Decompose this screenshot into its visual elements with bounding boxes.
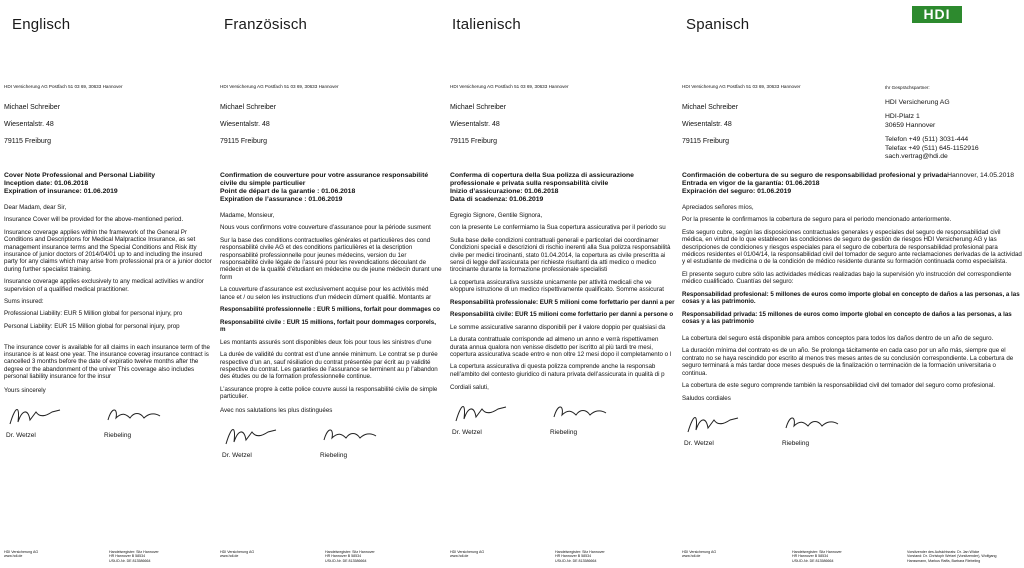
paragraph: Le somme assicurative saranno disponibili per il valore doppio per qualsiasi da <box>450 323 666 331</box>
signature-wetzel <box>6 400 66 430</box>
signer-wetzel: Dr. Wetzel <box>6 431 36 439</box>
header-french: Französisch <box>224 16 308 33</box>
letter-dates <box>450 188 676 204</box>
paragraph: Sur la base des conditions contractuelles générales et particulières des cond responsabilité civile AG et des conditions particulières et la description responsabilité professionnelle pour jeunes médecins, version du 1er responsabilité civile légale de l’assuré pour les revendications découlant de médecin et de la qualité d’étudiant en médecine ou de jeune médecin durant une form <box>220 236 442 281</box>
paragraph: El presente seguro cubre sólo las actividades médicas realizadas bajo la supervisión y/o instrucción del correspondiente médico cualificado. Cuantías del seguro: <box>682 270 1012 286</box>
paragraph: La cobertura de este seguro comprende también la responsabilidad civil del tomador del seguro como profesional. <box>682 382 995 390</box>
paragraph: La duración mínima del contrato es de un año. Se prolonga tácitamente en cada caso por un año más, siempre que el contrato no se haya rescindido por escrito al menos tres meses antes de su conclusión correspondiente. La cobertura de seguro terminará a más tardar doce meses después de la finalización o terminación de la formación universitaria o continua. <box>682 347 1014 377</box>
inception-date: Inception date: 01.06.2018 <box>4 180 89 187</box>
paragraph: Insurance coverage applies within the framework of the General Pr Conditions and Descriptions for Medical Malpractice Insurance, as set management insurance terms and the Special Conditions and Risk itty insurance of junior doctors of 2014/04/01 up to and including the insured party for any claims which may arise from professional pra or a junior doctor during further specialist training. <box>4 228 212 273</box>
footer-register: Handelsregister: Sitz Hannover HR Hannover B 58534 USt-ID-Nr. DE 813586664 <box>109 550 159 563</box>
expiration-date: Expiration de l’assurance : 01.06.2019 <box>220 196 343 203</box>
signatures <box>450 397 676 441</box>
inception-date: Inizio d’assicurazione: 01.06.2018 <box>450 188 559 195</box>
coverage-line: Responsabilidad privada: 15 millones de euros como importe global en concepto de daños a las personas, a las cosas y a las patrimonio <box>682 310 1012 326</box>
signature-riebeling <box>320 420 380 450</box>
signatures <box>220 420 442 464</box>
greeting: Madame, Monsieur, <box>220 212 275 219</box>
signature-wetzel <box>452 397 512 427</box>
header-english: Englisch <box>12 16 71 33</box>
signer-wetzel: Dr. Wetzel <box>222 451 252 459</box>
recipient-city: 79115 Freiburg <box>682 138 729 145</box>
recipient-city: 79115 Freiburg <box>450 138 497 145</box>
paragraph: Insurance coverage applies exclusively to any medical activities w and/or supervision of a qualified medical practitioner. <box>4 278 204 293</box>
paragraph: Sums insured: <box>4 298 44 306</box>
contact-phone: Telefon +49 (511) 3031-444 <box>885 136 969 143</box>
contact-label: Ihr Gesprächspartner: <box>885 85 930 90</box>
recipient-address <box>220 103 442 146</box>
letter-subject: Cover Note Professional and Personal Liability <box>4 172 156 179</box>
signature-riebeling <box>550 397 610 427</box>
contact-block <box>885 80 1020 180</box>
recipient-name: Michael Schreiber <box>682 104 739 111</box>
contact-company: HDI Versicherung AG <box>885 98 950 106</box>
coverage-line: Personal Liability: EUR 15 Million global for personal injury, prop <box>4 323 180 331</box>
letter-subject: Confirmación de cobertura de su seguro de responsabilidad profesional y privada <box>682 172 948 179</box>
expiration-date: Expiration of insurance: 01.06.2019 <box>4 188 118 195</box>
footer-company: HDI Versicherung AG www.hdi.de <box>4 550 39 559</box>
paragraph: La cobertura del seguro está disponible para ambos conceptos para todos los daños dentro de un año de seguro. <box>682 335 994 343</box>
header-italian: Italienisch <box>452 16 521 33</box>
closing: Cordiali saluti, <box>450 384 489 392</box>
signer-riebeling: Riebeling <box>550 429 578 437</box>
signatures <box>682 408 1022 452</box>
paragraph: Nous vous confirmons votre couverture d’assurance pour la période susment <box>220 224 431 232</box>
expiration-date: Data di scadenza: 01.06.2019 <box>450 196 544 203</box>
recipient-name: Michael Schreiber <box>4 104 61 111</box>
paragraph: La copertura assicurativa di questa polizza comprende anche la responsab nell’ambito del contesto giuridico di natura privata dell’assicurata in qualità di p <box>450 363 665 378</box>
coverage-line: Responsabilità civile: EUR 15 milioni come forfettario per danni a persone o <box>450 311 674 319</box>
footer-board: Vorsitzender des Aufsichtsrats: Dr. Jan Wicke Vorstand: Dr. Christoph Wetzel (Vorsitzender), Wolfgang Hanssmann, Markus Raffa, Barbara Riebeling <box>907 550 997 563</box>
greeting: Dear Madam, dear Sir, <box>4 204 67 211</box>
coverage-line: Responsabilité civile : EUR 15 millions, forfait pour dommages corporels, m <box>220 318 436 334</box>
closing: Yours sincerely <box>4 386 46 394</box>
recipient-city: 79115 Freiburg <box>4 138 51 145</box>
footer-register: Handelsregister: Sitz Hannover HR Hannover B 58534 USt-ID-Nr. DE 813586664 <box>325 550 375 563</box>
paragraph: con la presente Le confermiamo la Sua copertura assicurativa per il periodo su <box>450 224 666 232</box>
paragraph: L’assurance propre à cette police couvre aussi la responsabilité civile de simple particulier. <box>220 385 438 401</box>
inception-date: Entrada en vigor de la garantía: 01.06.2018 <box>682 180 820 187</box>
footer-company: HDI Versicherung AG www.hdi.de <box>682 550 717 559</box>
footer-company: HDI Versicherung AG www.hdi.de <box>450 550 485 559</box>
sender-line: HDI Versicherung AG Postfach 51 03 69, 30633 Hannover <box>220 84 339 89</box>
paragraph: Les montants assurés sont disponibles deux fois pour tous les sinistres d’une <box>220 338 432 346</box>
recipient-address <box>4 103 216 146</box>
coverage-line: Responsabilidad profesional: 5 millones de euros como importe global en concepto de daños a las personas, a las cosas y a las patrimonio. <box>682 290 1020 306</box>
recipient-street: Wiesentalstr. 48 <box>220 121 270 128</box>
signer-riebeling: Riebeling <box>104 431 132 439</box>
recipient-street: Wiesentalstr. 48 <box>4 121 54 128</box>
letter-dates <box>4 180 216 196</box>
closing: Saludos cordiales <box>682 395 731 403</box>
letter-dates <box>220 188 442 204</box>
recipient-street: Wiesentalstr. 48 <box>450 121 500 128</box>
footer-company: HDI Versicherung AG www.hdi.de <box>220 550 255 559</box>
signatures <box>4 400 216 444</box>
paragraph: La couverture d’assurance est exclusivement acquise pour les activités méd lance et / ou selon les instructions d’un médecin dûment qualifié. Montants ar <box>220 286 432 301</box>
sender-line: HDI Versicherung AG Postfach 51 03 69, 30633 Hannover <box>682 84 801 89</box>
signer-wetzel: Dr. Wetzel <box>452 429 482 437</box>
paragraph: Insurance Cover will be provided for the above-mentioned period. <box>4 216 184 224</box>
signer-wetzel: Dr. Wetzel <box>684 440 714 448</box>
coverage-line: Responsabilità professionale: EUR 5 milioni come forfettario per danni a per <box>450 298 675 306</box>
header-spanish: Spanisch <box>686 16 750 33</box>
signature-riebeling <box>782 408 842 438</box>
paragraph: La durée de validité du contrat est d’une année minimum. Le contrat se p durée respective d’un an, sauf résiliation du contrat présentée par écrit au p validité respective du contrat. Les garanties de l’assurance se terminent au p l’abandon des études ou de la formation professionnelle continue. <box>220 351 438 381</box>
letter-date: Hannover, 14.05.2018 <box>947 171 1014 179</box>
contact-city: 30659 Hannover <box>885 121 936 129</box>
letter-french <box>220 80 442 568</box>
paragraph: Por la presente le confirmamos la cobertura de seguro para el periodo mencionado anteriormente. <box>682 216 952 224</box>
contact-email: sach.vertrag@hdi.de <box>885 153 948 160</box>
paragraph: La durata contrattuale corrisponde ad almeno un anno e verrà rispettivamen durata annua qualora non venisse disdetto per iscritto al più tardi tre mesi, copertura assicurativa scade entro e non oltre 12 mesi dopo il completamento o l <box>450 336 672 359</box>
coverage-line: Professional Liability: EUR 5 Million global for personal injury, pro <box>4 310 183 318</box>
signature-wetzel <box>684 408 744 438</box>
letter-subject: Conferma di copertura della Sua polizza di assicurazione professionale e privata sulla responsabilità civile <box>450 172 634 187</box>
expiration-date: Expiración del seguro: 01.06.2019 <box>682 188 792 195</box>
recipient-city: 79115 Freiburg <box>220 138 267 145</box>
greeting: Egregio Signore, Gentile Signora, <box>450 212 543 219</box>
sender-line: HDI Versicherung AG Postfach 51 03 69, 30633 Hannover <box>450 84 569 89</box>
paragraph: The insurance cover is available for all claims in each insurance term of the insurance is at least one year. The insurance coverag insurance contract is cancelled 3 months before the date of expiratio twelve months after the degree or the abandonment of the univer This coverage also includes personal liability insurance for the insur <box>4 343 211 381</box>
signature-riebeling <box>104 400 164 430</box>
recipient-name: Michael Schreiber <box>450 104 507 111</box>
signer-riebeling: Riebeling <box>782 440 810 448</box>
signer-riebeling: Riebeling <box>320 451 348 459</box>
recipient-name: Michael Schreiber <box>220 104 277 111</box>
paragraph: Sulla base delle condizioni contrattuali generali e particolari dei coordinamer Condizioni speciali e descrizioni di rischio inerenti alla Sua polizza responsabilità civile per medici tirocinanti, stato 01.04.2014, la copertura as civile prescritta ai sensi di legge dell’assicurata per richieste risultanti da atti medico o medico tirocinante durante la formazione professionale specialisti <box>450 236 671 274</box>
letter-subject: Confirmation de couverture pour votre assurance responsabilité civile du simple particulier <box>220 172 429 187</box>
paragraph: La copertura assicurativa sussiste unicamente per attività medicali che ve e/oppure istruzione di un medico rispettivamente qualificato. Somme assicurat <box>450 278 664 294</box>
coverage-line: Responsabilité professionnelle : EUR 5 millions, forfait pour dommages co <box>220 306 441 314</box>
footer-register: Handelsregister: Sitz Hannover HR Hannover B 58534 USt-ID-Nr. DE 813586664 <box>792 550 842 563</box>
recipient-street: Wiesentalstr. 48 <box>682 121 732 128</box>
contact-fax: Telefax +49 (511) 645-1152916 <box>885 144 979 152</box>
closing: Avec nos salutations les plus distinguées <box>220 406 333 414</box>
footer-register: Handelsregister: Sitz Hannover HR Hannover B 58534 USt-ID-Nr. DE 813586664 <box>555 550 605 563</box>
greeting: Apreciados señores míos, <box>682 204 754 211</box>
signature-wetzel <box>222 420 282 450</box>
letter-english <box>4 80 216 568</box>
letter-italian <box>450 80 676 568</box>
paragraph: Este seguro cubre, según las disposiciones contractuales generales y especiales del seguro de responsabilidad civil médica, en virtud de lo que establecen las condiciones de seguro de gestión de riesgos HDI Versicherung AG y las descripciones de condiciones y riesgos especiales para el seguro de cobertura de responsabilidad profesional para médicos residentes el 01/04/14, la responsabilidad civil del tomador de seguro ante reclamaciones derivadas de la actividad y el estudiante de medicina o de la condición de médico residente durante su formación continuada como especialista. <box>682 228 1022 266</box>
hdi-logo: HDI <box>912 6 962 23</box>
sender-line: HDI Versicherung AG Postfach 51 03 69, 30633 Hannover <box>4 84 123 89</box>
letter-dates <box>682 180 1022 196</box>
inception-date: Point de départ de la garantie : 01.06.2018 <box>220 188 356 195</box>
recipient-address <box>450 103 676 146</box>
contact-street: HDI-Platz 1 <box>885 113 920 120</box>
